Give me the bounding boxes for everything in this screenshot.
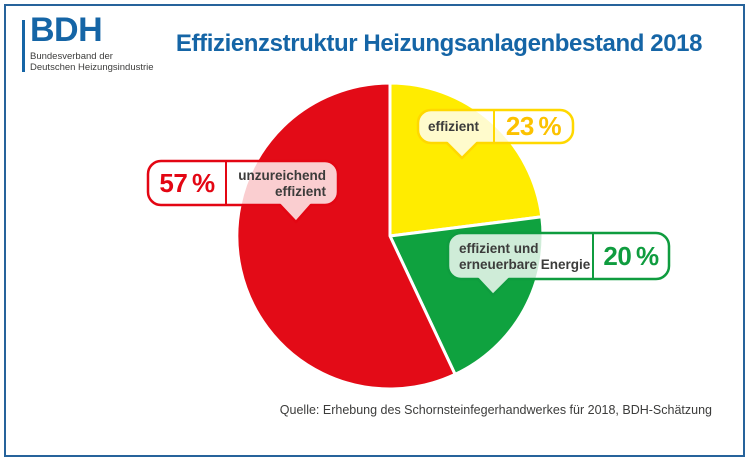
pie-slice-effizient-23 <box>390 83 542 236</box>
callout-value-erneuerbar: 20 % <box>603 240 659 271</box>
logo-acronym: BDH <box>30 11 103 49</box>
source-citation: Quelle: Erhebung des Schornsteinfegerhandwerkes für 2018, BDH-Schätzung <box>279 403 712 417</box>
callout-label-unzureichend: unzureichend effizient <box>238 167 326 199</box>
callout-value-effizient: 23 % <box>505 111 562 141</box>
callout-label-effizient: effizient <box>428 119 480 134</box>
logo-subtitle-line2: Deutschen Heizungsindustrie <box>30 62 154 73</box>
callout-value-unzureichend: 57 % <box>159 167 215 198</box>
logo-subtitle-line1: Bundesverband der <box>30 51 113 62</box>
callout-label-erneuerbar: effizient und erneuerbare Energie <box>459 240 591 272</box>
page-title: Effizienzstruktur Heizungsanlagenbestand 2018 <box>175 30 703 57</box>
